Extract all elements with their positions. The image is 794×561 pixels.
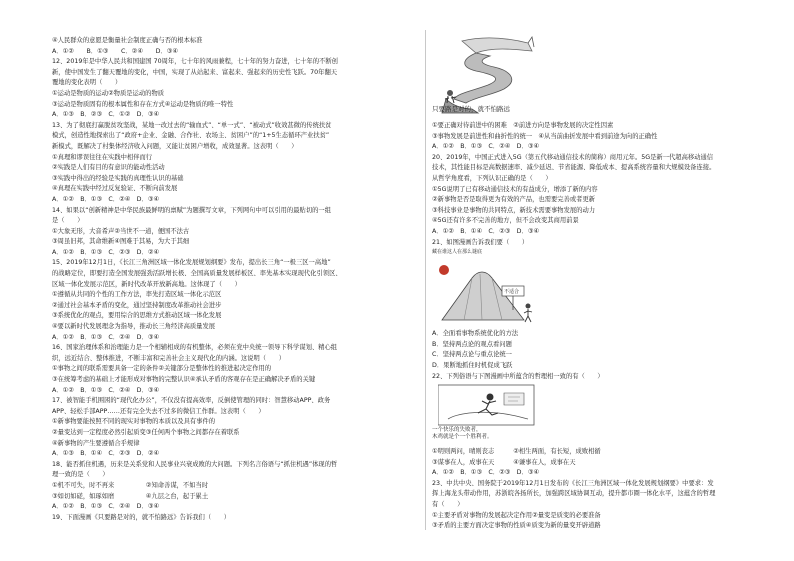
- answer-choices: A．①③ B．②③ C．①② D．③④: [52, 111, 160, 119]
- option-a: A．全面看事物系统优化的方法: [432, 330, 519, 338]
- option-c: C．坚持两点论与重点论统一: [432, 351, 512, 359]
- answer-choices: A．①② B．①③ C．②③ D．③④: [432, 469, 540, 477]
- text-line: 技术，其性能目标是高数据速率、减少延迟、节省能源、降低成本、提高系统容量和大规模设备连接。: [432, 164, 716, 172]
- cartoon-runner: [432, 383, 552, 445]
- option-line: ①要正确对待前进中的困难 ②前进方向是事物发展的决定性因素: [432, 122, 614, 129]
- option-line: ④真理在实践中经过反复验证、不断向前发展: [52, 185, 178, 193]
- text-line: 新，使中国发生了翻天覆地的变化，中国，实现了从站起来、富起来、强起来的历史性飞跃。70年翻天: [52, 68, 338, 76]
- option-line: ③科技事业是事物的共同特点，新技术需要事物发展的动力: [432, 206, 596, 214]
- mountain-illustration: [432, 256, 552, 326]
- option-line: ②通过社会基本矛盾的变化，通过坚持制度改革推动社会进步: [52, 301, 222, 309]
- text-line: 挥上海龙头带动作用，苏浙皖各扬所长，加强跨区域协调互动，提升都市圈一体化水平，这蕴含的哲理: [432, 490, 716, 498]
- text-line: 有（ ）: [432, 501, 464, 509]
- answer-choices: A．①② B．①③ C．②④ D．③④: [52, 386, 160, 394]
- cartoon-top-text: 藏在谁这人在那么谜底: [432, 249, 483, 256]
- option-line: ③矛盾的主要方面决定事物的性质④质变为新的量变开辟道路: [432, 522, 601, 530]
- question-15: 15、2019年12月1日，《长江三角洲区域一体化发展规划纲要》发布，提出长三角“一极三区一高地”: [52, 259, 331, 267]
- option-line: ③周虽旧邦，其命维新④图难于其易，为大于其细: [52, 238, 190, 246]
- option-line: ②量变达到一定程度必然引起质变③任何两个事物之间都存在着联系: [52, 428, 240, 436]
- answer-choices: A．①② B．①③ C．②④ D．③④: [52, 47, 179, 55]
- text-line: 区域一体化发展示范区，新时代改革开放新高地。这体现了（ ）: [52, 280, 241, 288]
- text-line: 从哲学角度看，下列认识正确的是（ ）: [432, 174, 552, 182]
- option-line: ③系统优化的观点，要用综合的思维方式推动区域一体化发展: [52, 312, 222, 320]
- text-line: 覆地的变化表明（ ）: [52, 79, 122, 87]
- text-line: 模式，创造性地探索出了“政府+企业、金融、合作社、农场主、贫困户”的“1+5生态循环产业扶贫”: [52, 132, 330, 140]
- text-line: 的战略定位，即要打造全国发展强劲活跃增长极、全国高质量发展样板区、率先基本实现现代化引领区、: [52, 270, 342, 278]
- option-line: ①遵循从共同的个性的工作方法，率先打造区域一体化示范区: [52, 291, 222, 299]
- question-17: 17、被智能手机围困的“现代化办公”，不仅没有提高效率，反倒使管理的同时：智慧移动APP、政务: [52, 397, 331, 405]
- text-line: 理一致的是（ ）: [52, 471, 109, 479]
- winding-road-illustration: [432, 33, 552, 115]
- question-22: 22、下列俗语与下图漫画中所蕴含的哲理相一致的有（ ）: [432, 372, 604, 380]
- question-20: 20、2019年，中国正式进入5G（第五代移动通信技术的简称）商用元年。5G是新一代超高移动通信: [432, 153, 714, 161]
- question-16: 16、国家治理体系和治理能力是一个相辅相成的有机整体，必须在党中央统一领导下科学谋划、精心组: [52, 344, 338, 352]
- question-18: 18、能否抓住机遇，历来是关系党和人民事业兴衰成败的大问题。下列名言俗语与“抓住机遇”体现的哲: [52, 460, 338, 468]
- runner-illustration: [438, 383, 538, 427]
- question-13: 13、为了彻底打赢脱贫攻坚战，某地一改过去的“输血式”、“单一式”、“被动式”收效甚微的传统扶贫: [52, 121, 332, 129]
- option-line: ②实践是人们有目的有意识的能动性活动: [52, 164, 165, 172]
- right-column: [432, 32, 794, 532]
- option-line: ①机不可失，时不再来 ②知命善谋，不如当时: [52, 481, 209, 489]
- answer-choices: A．①② B．①③ C．②④ D．③④: [52, 195, 160, 203]
- answer-choices: A．①② B．①③ C．②③ D．②④: [52, 248, 160, 256]
- cartoon-caption: 只要路是对的，就不怕路远: [432, 105, 510, 113]
- mountain-sign-text: 不适合: [504, 289, 520, 296]
- option-line: ①主要矛盾对事物的发展起决定作用②量变是质变的必要准备: [432, 511, 601, 519]
- column-divider: [425, 30, 426, 530]
- option-line: ④新事物的产生要遵循合乎规律: [52, 439, 140, 447]
- option-line: ③实践中得出的经验是实践的真理性认识的基础: [52, 174, 184, 182]
- text-line: APP、轻松手部APP……还有完全失去不过多的微信工作群。这表明（ ）: [52, 407, 265, 415]
- option-line: ④要以新时代发展理念为指导，推动长三角经济高质量发展: [52, 323, 216, 331]
- option-line: ②新事物是否是取得更为有效的产品，也需要完善或者更新: [432, 196, 596, 204]
- option-line: ④5G还有许多不完善的地方，但不会改变其商用前景: [432, 217, 579, 225]
- option-line: ①5G说明了已有移动通信技术的有益成分，增添了新的内容: [432, 185, 598, 193]
- option-line: ①明则两问，晴则丧志 ②相生两面，有长短，成败相循: [432, 448, 601, 456]
- answer-choices: A．①② B．①③ C．②④ D．③④: [52, 503, 160, 511]
- text-line: 织，远近结合、整体推进，不断丰富和完善社会主义现代化的内涵。这说明（ ）: [52, 354, 285, 362]
- question-21: 21、如图漫画告诉我们要（ ）: [432, 238, 529, 246]
- text-line: 是（ ）: [52, 217, 84, 225]
- cartoon-mountain: [432, 249, 552, 327]
- option-d: D．果断地抓住时机促成飞跃: [432, 361, 513, 369]
- option-line: ③如切如磋，如琢如磨 ④九层之台，起于累土: [52, 492, 209, 500]
- cartoon-winding-road: [432, 33, 552, 115]
- answer-choices: A．①② B．①④ C．②③ D．③④: [432, 227, 540, 235]
- cartoon-caption-line-1: 一个快乐的失败者，: [432, 427, 482, 434]
- option-line: ①运动是物质的运动②物质是运动的物质: [52, 89, 165, 97]
- option-line: ①事物之间的联系需要具备一定的条件②关键部分是整体性的推进起决定作用的: [52, 365, 272, 373]
- option-line: ③运动是物质固有的根本属性和存在方式④运动是物质的唯一特性: [52, 100, 234, 108]
- answer-choices: A．①② B．①③ C．②④ D．③④: [52, 333, 160, 341]
- left-column: [52, 36, 418, 523]
- answer-choices: A．①③ B．①④ C．②③ D．②④: [52, 450, 160, 458]
- cartoon-caption-line-2: 木鸡就是个一个胜利者。: [432, 434, 493, 441]
- option-line: ③事物发展是前进性和曲折性的统一 ④从当前曲折发展中看到前途为向的正确性: [432, 132, 658, 140]
- option-line: ①真理和谬误往往在实践中相伴而行: [52, 153, 153, 161]
- option-line: ①新事物要能按照不同的现实对事物的本质以及具有事件的: [52, 418, 216, 426]
- option-line: ③谋事在人，成事在天 ④谦事在人，成事在天: [432, 458, 576, 466]
- text-line: 新模式，既解决了村集体经济收入问题，又能让贫困户增收，成效显著。这表明（ ）: [52, 142, 298, 150]
- option-line: ③在统筹考虑的基础上才能形成对事物的完整认识④承认矛盾的客观存在是正确解决矛盾的关键: [52, 376, 316, 383]
- text-line: ④人民群众的意愿是衡量社会制度正确与否的根本标准: [52, 37, 203, 44]
- option-b: B．坚持两点论的观点看问题: [432, 340, 512, 348]
- question-14: 14、如果以“创新精神是中华民族最鲜明的禀赋”为题撰写文章，下列网句中可以引用的最贴切的一组: [52, 206, 332, 214]
- question-12: 12、2019年是中华人民共和国建国 70周年，七十年的风雨兼程，七十年的努力奋进，七十年的不断创: [52, 58, 338, 66]
- answer-choices: A．①② B．①③ C．②④ D．③④: [432, 143, 540, 151]
- option-line: ①大象无形，大音希声②当世不一道，便国不法古: [52, 227, 190, 235]
- question-19: 19、下面漫画《只要路是对的，就不怕路远》告诉我们（ ）: [52, 513, 231, 521]
- question-23: 23、中共中央、国务院于2019年12月1日发布的《长江三角洲区域一体化发展规划纲要》中要求：发: [432, 479, 714, 487]
